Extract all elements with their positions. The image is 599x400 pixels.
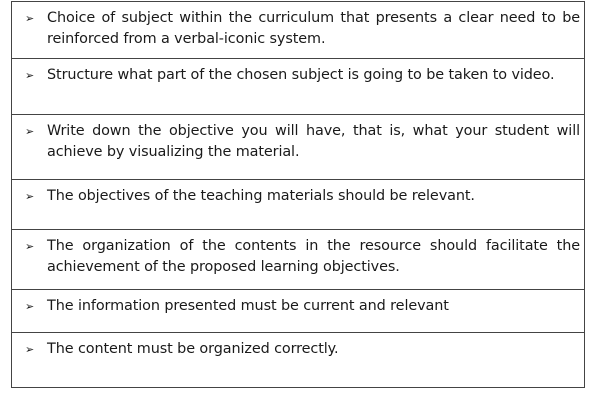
guidelines-table — [11, 1, 585, 388]
table-cell — [12, 333, 585, 388]
list-item — [25, 186, 580, 207]
item-text: The organization of the contents in the resource should facilitate the achievement of the proposed learning objectives. — [47, 238, 580, 276]
table-row — [12, 290, 585, 333]
item-text: The information presented must be current and relevant — [47, 298, 449, 315]
table-cell — [12, 2, 585, 59]
item-text: Write down the objective you will have, that is, what your student will achieve by visualizing the material. — [47, 123, 580, 161]
table-row — [12, 180, 585, 230]
arrow-bullet-icon: ➢ — [25, 125, 35, 139]
table-cell — [12, 230, 585, 290]
list-item — [25, 339, 580, 360]
list-item — [25, 65, 580, 86]
list-item — [25, 121, 580, 163]
table-cell — [12, 290, 585, 333]
arrow-bullet-icon: ➢ — [25, 240, 35, 254]
arrow-bullet-icon: ➢ — [25, 12, 35, 25]
item-text: Structure what part of the chosen subject is going to be taken to video. — [47, 66, 555, 83]
list-item — [25, 8, 580, 50]
item-text: Choice of subject within the curriculum that presents a clear need to be reinforced from a verbal-iconic system. — [47, 10, 580, 47]
table-row — [12, 230, 585, 290]
item-text: The objectives of the teaching materials should be relevant. — [47, 188, 475, 205]
arrow-bullet-icon: ➢ — [25, 343, 35, 357]
table-cell — [12, 58, 585, 115]
table-row — [12, 333, 585, 388]
table-row — [12, 2, 585, 59]
arrow-bullet-icon: ➢ — [25, 300, 35, 314]
table-cell — [12, 115, 585, 180]
table-row — [12, 58, 585, 115]
list-item — [25, 236, 580, 278]
arrow-bullet-icon: ➢ — [25, 190, 35, 204]
arrow-bullet-icon: ➢ — [25, 68, 35, 82]
list-item — [25, 296, 580, 317]
table-cell — [12, 180, 585, 230]
item-text: The content must be organized correctly. — [47, 341, 339, 358]
table-row — [12, 115, 585, 180]
